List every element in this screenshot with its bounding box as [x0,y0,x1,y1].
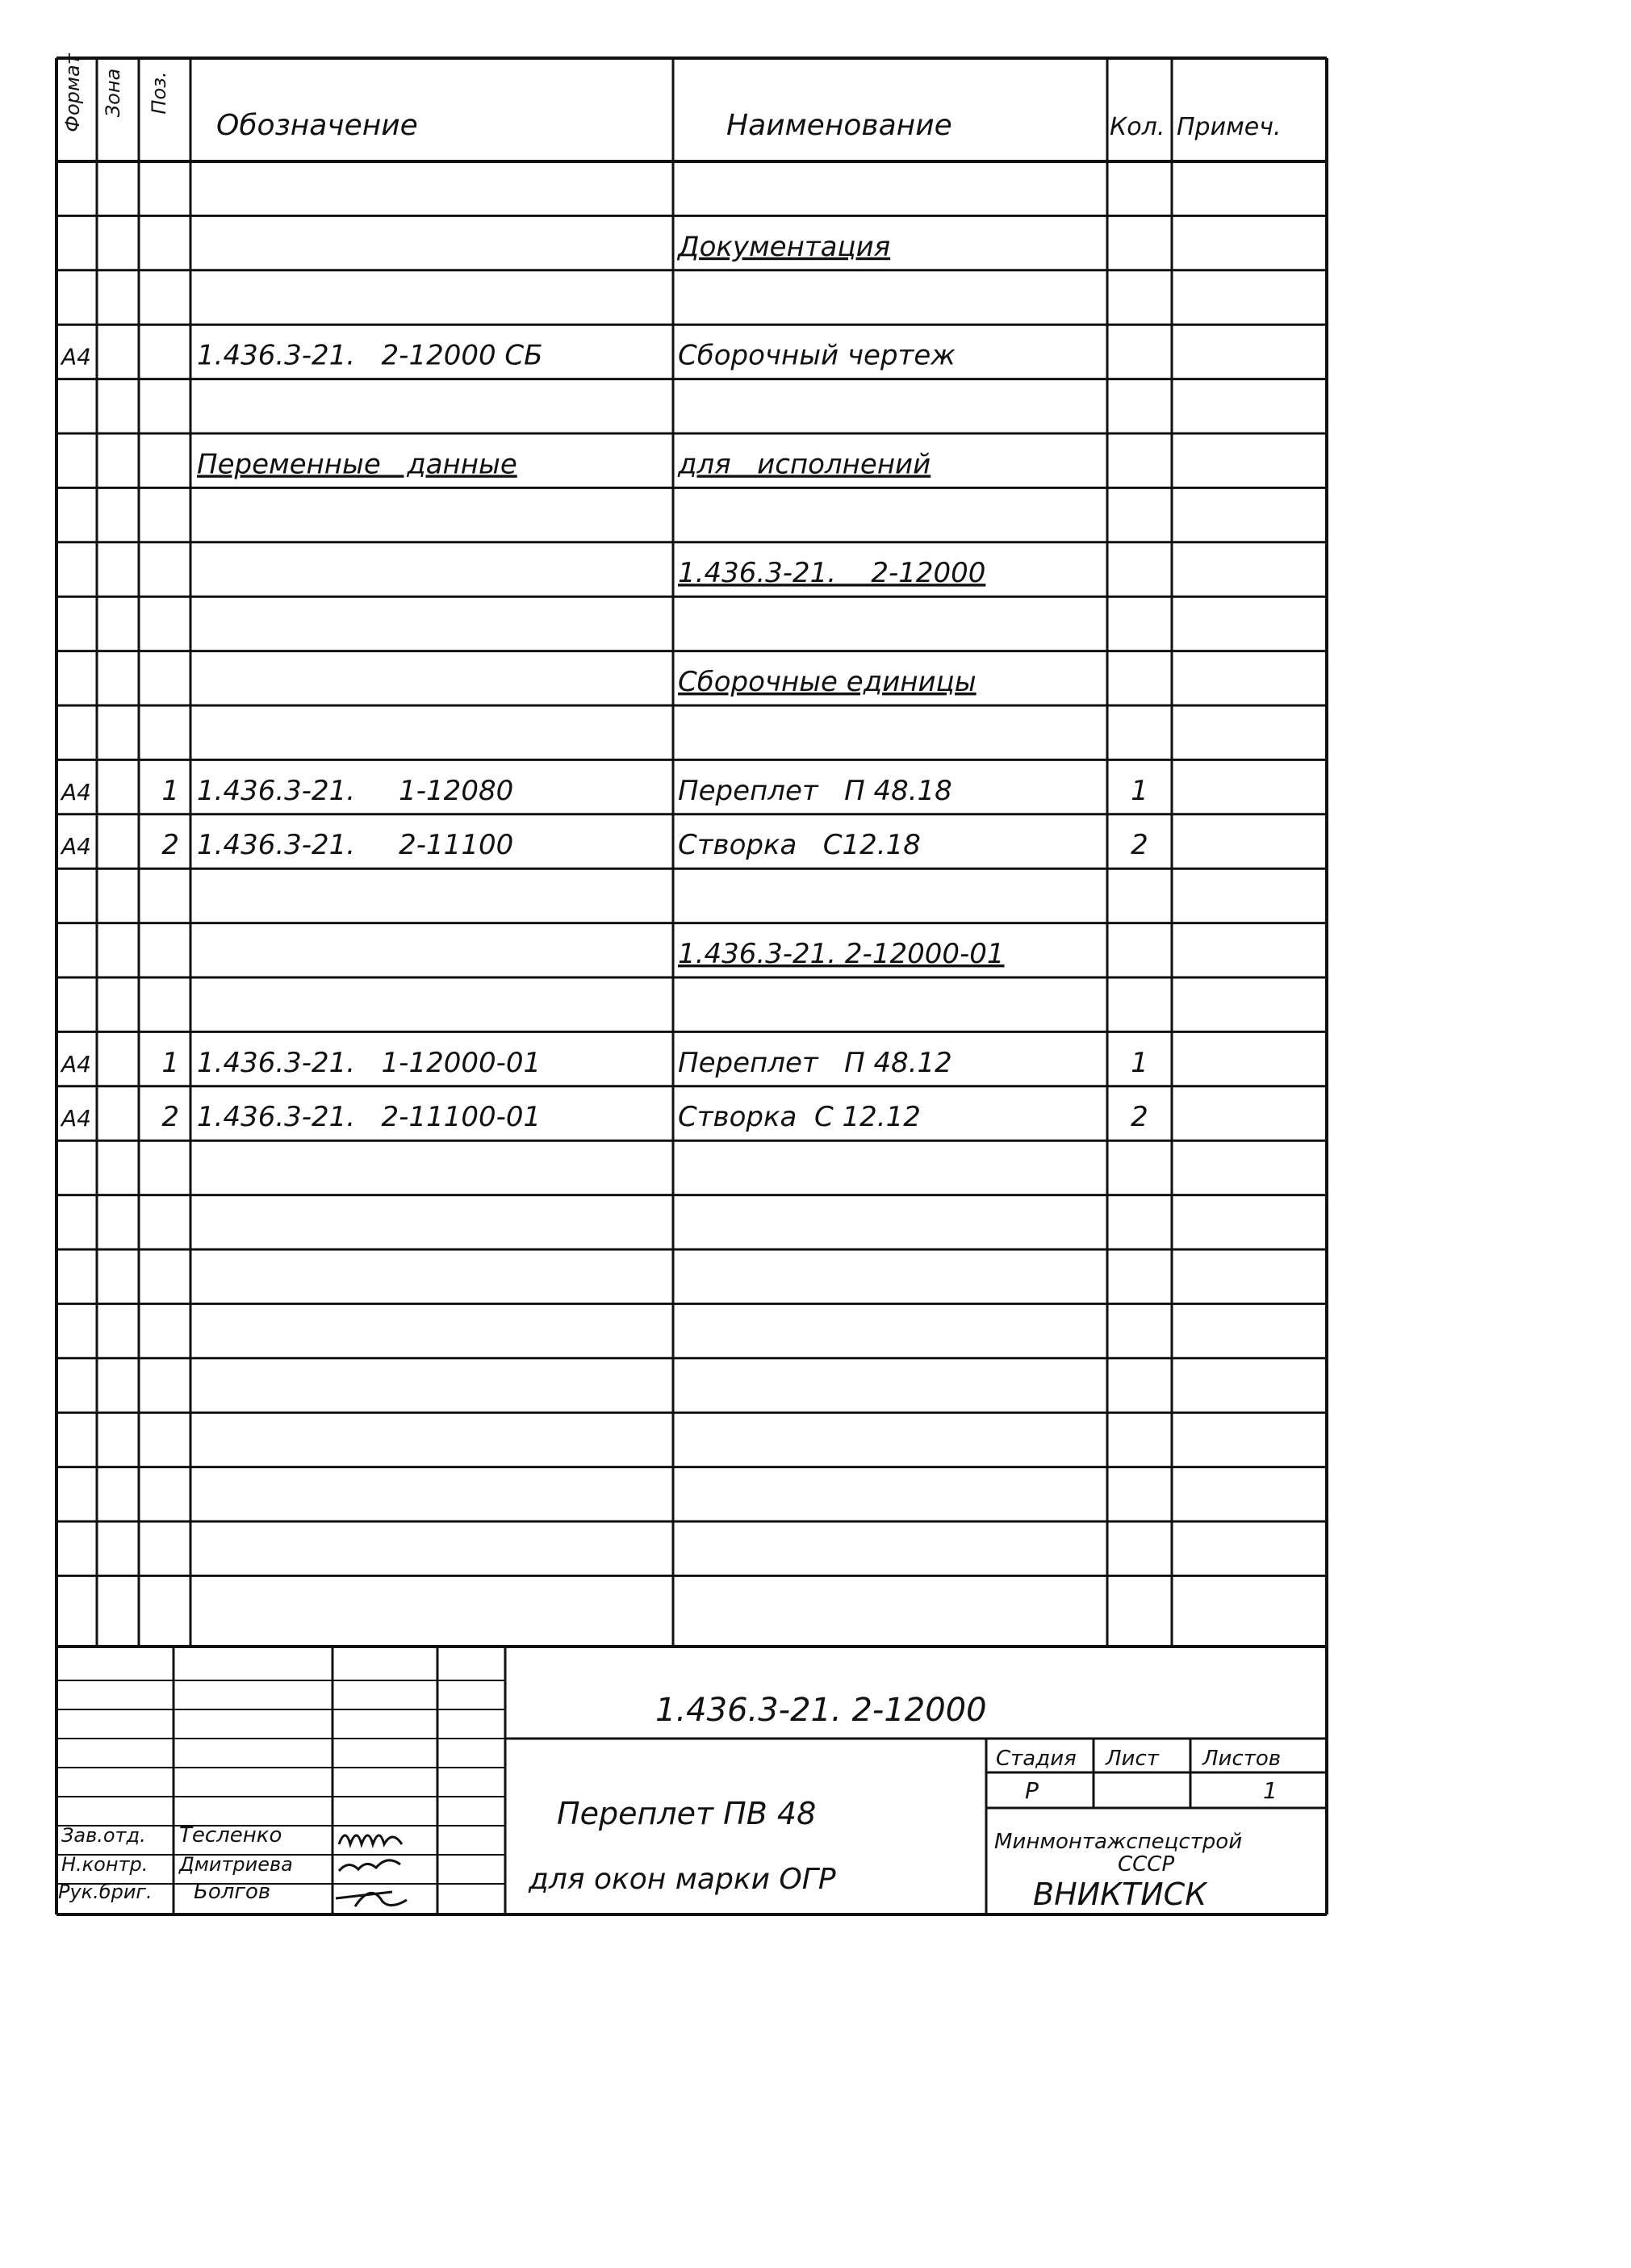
organization-line-3: ВНИКТИСК [1033,1877,1207,1912]
signature-name: Болгов [194,1880,271,1904]
cell-quantity: 1 [1131,774,1148,807]
cell-name: Переплет П 48.12 [678,1046,952,1079]
cell-designation: 1.436.3-21. 1-12000-01 [197,1046,542,1079]
signature-scribble [339,1860,400,1871]
signature-name: Тесленко [179,1823,282,1847]
header-zone: Зона [102,68,124,118]
cell-designation: Переменные данные [197,448,517,481]
title-line-1: Переплет ПВ 48 [557,1796,817,1831]
cell-designation: 1.436.3-21. 2-11100-01 [197,1101,542,1134]
spec-rows [60,231,1148,1133]
signature-scribble [339,1835,402,1844]
table-row [60,340,956,372]
cell-quantity: 1 [1131,1046,1148,1079]
organization-line-2: СССР [1118,1852,1175,1877]
organization-line-1: Минмонтажспецстрой [994,1830,1243,1854]
column-headers [61,52,1281,142]
stage-label: Стадия [996,1747,1077,1771]
cell-name: Документация [678,230,891,263]
table-row [60,829,1148,861]
cell-designation: 1.436.3-21. 2-12000 СБ [197,339,543,372]
table-row [60,1101,1148,1133]
signature-role: Н.контр. [61,1853,148,1876]
cell-name: 1.436.3-21. 2-12000 [678,557,986,590]
header-qty: Кол. [1110,113,1165,141]
cell-name: Переплет П 48.18 [678,774,952,807]
table-row [197,448,931,480]
header-note: Примеч. [1177,113,1282,141]
table-row [678,557,985,589]
table-row [678,938,1005,970]
header-pos: Поз. [148,71,170,115]
cell-format: А4 [61,778,91,806]
title-line-2: для окон марки ОГР [529,1863,836,1896]
cell-position: 2 [161,829,179,862]
cell-quantity: 2 [1131,829,1148,862]
cell-name: Створка С 12.12 [678,1101,921,1134]
cell-name: 1.436.3-21. 2-12000-01 [678,938,1005,970]
header-format: Формат [61,53,84,132]
cell-name: Сборочные единицы [678,666,977,698]
cell-position: 1 [161,774,179,807]
cell-name: для исполнений [678,448,931,481]
signature-scribble [336,1892,407,1906]
sheets-label: Листов [1202,1747,1282,1771]
sheet-label: Лист [1106,1747,1159,1771]
header-name: Наименование [726,109,952,142]
cell-format: А4 [61,1050,91,1078]
table-row [676,231,890,263]
cell-format: А4 [61,343,91,370]
table-row [678,666,977,698]
cell-name: Сборочный чертеж [678,339,956,372]
document-code: 1.436.3-21. 2-12000 [655,1692,987,1729]
cell-designation: 1.436.3-21. 2-11100 [197,829,514,862]
title-block [58,1692,1281,1912]
cell-position: 2 [161,1101,179,1134]
cell-format: А4 [61,833,91,860]
cell-position: 1 [161,1046,179,1079]
signature-role: Рук.бриг. [58,1881,153,1903]
cell-quantity: 2 [1131,1101,1148,1134]
table-row [60,1047,1148,1079]
cell-designation: 1.436.3-21. 1-12080 [197,774,514,807]
cell-name: Створка С12.18 [678,829,921,862]
stage-value: Р [1025,1777,1039,1804]
cell-format: А4 [61,1105,91,1132]
sheets-value: 1 [1263,1777,1278,1804]
signature-role: Зав.отд. [61,1824,146,1847]
header-designation: Обозначение [216,109,418,142]
signature-name: Дмитриева [179,1853,293,1876]
table-row [60,775,1148,807]
